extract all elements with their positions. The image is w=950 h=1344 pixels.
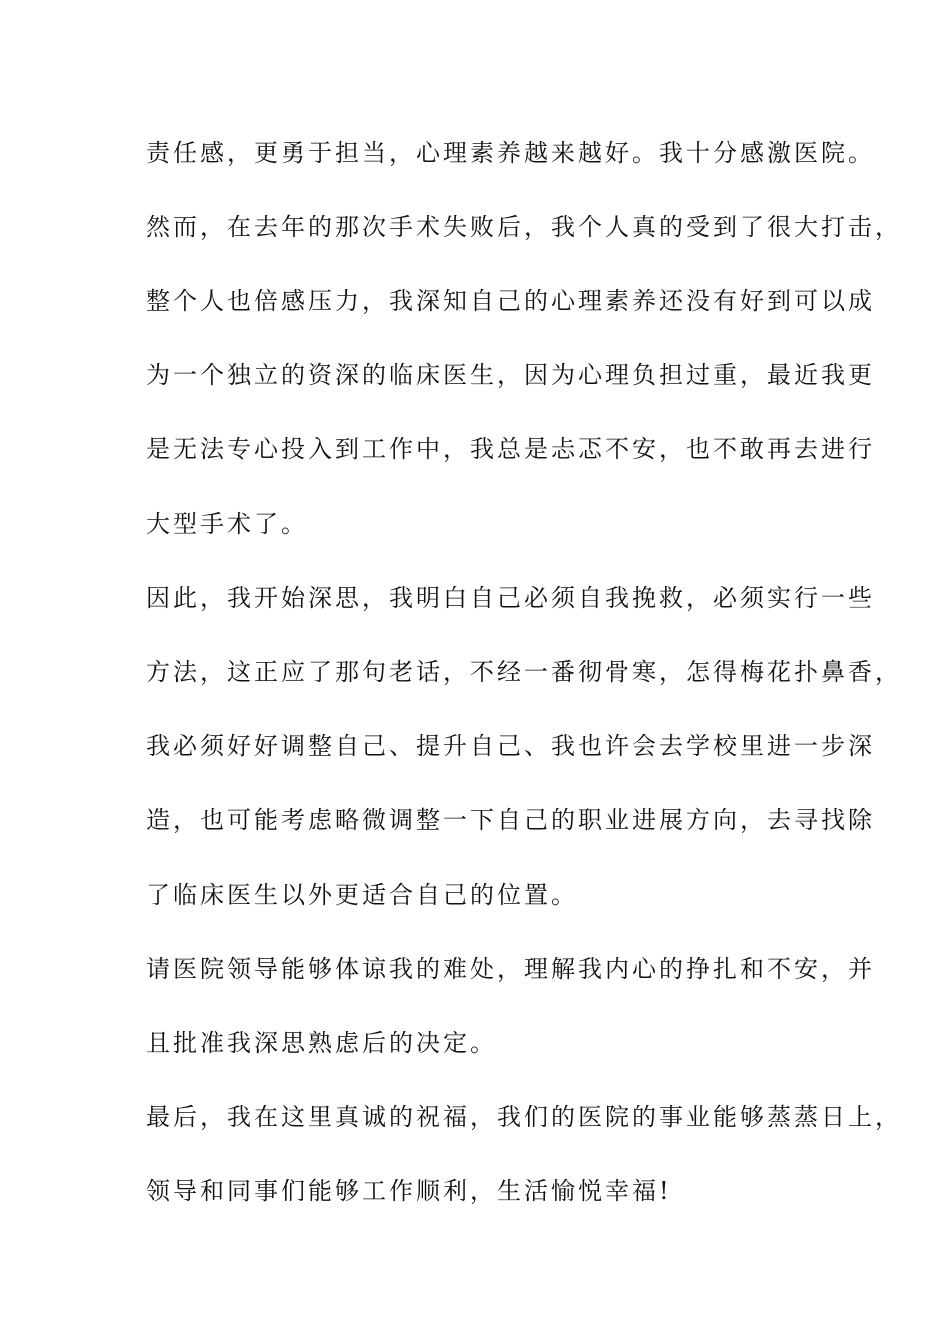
text-line: 整个人也倍感压力，我深知自己的心理素养还没有好到可以成 xyxy=(146,287,875,315)
text-line: 领导和同事们能够工作顺利，生活愉悦幸福! xyxy=(146,1177,672,1205)
text-line: 因此，我开始深思，我明白自己必须自我挽救，必须实行一些 xyxy=(146,584,875,612)
text-line: 是无法专心投入到工作中，我总是忐忑不安，也不敢再去进行 xyxy=(146,435,875,463)
text-line: 责任感，更勇于担当，心理素养越来越好。我十分感激医院。 xyxy=(146,139,875,167)
text-line: 且批准我深思熟虑后的决定。 xyxy=(146,1029,497,1057)
text-line: 请医院领导能够体谅我的难处，理解我内心的挣扎和不安，并 xyxy=(146,955,875,983)
text-line: 最后，我在这里真诚的祝福，我们的医院的事业能够蒸蒸日上， xyxy=(146,1103,902,1131)
text-line: 为一个独立的资深的临床医生，因为心理负担过重，最近我更 xyxy=(146,361,875,389)
text-line: 大型手术了。 xyxy=(146,510,308,538)
text-line: 造，也可能考虑略微调整一下自己的职业进展方向，去寻找除 xyxy=(146,806,875,834)
text-line: 然而，在去年的那次手术失败后，我个人真的受到了很大打击， xyxy=(146,213,902,241)
text-line: 我必须好好调整自己、提升自己、我也许会去学校里进一步深 xyxy=(146,732,875,760)
text-line: 方法，这正应了那句老话，不经一番彻骨寒，怎得梅花扑鼻香， xyxy=(146,658,902,686)
text-line: 了临床医生以外更适合自己的位置。 xyxy=(146,881,578,909)
